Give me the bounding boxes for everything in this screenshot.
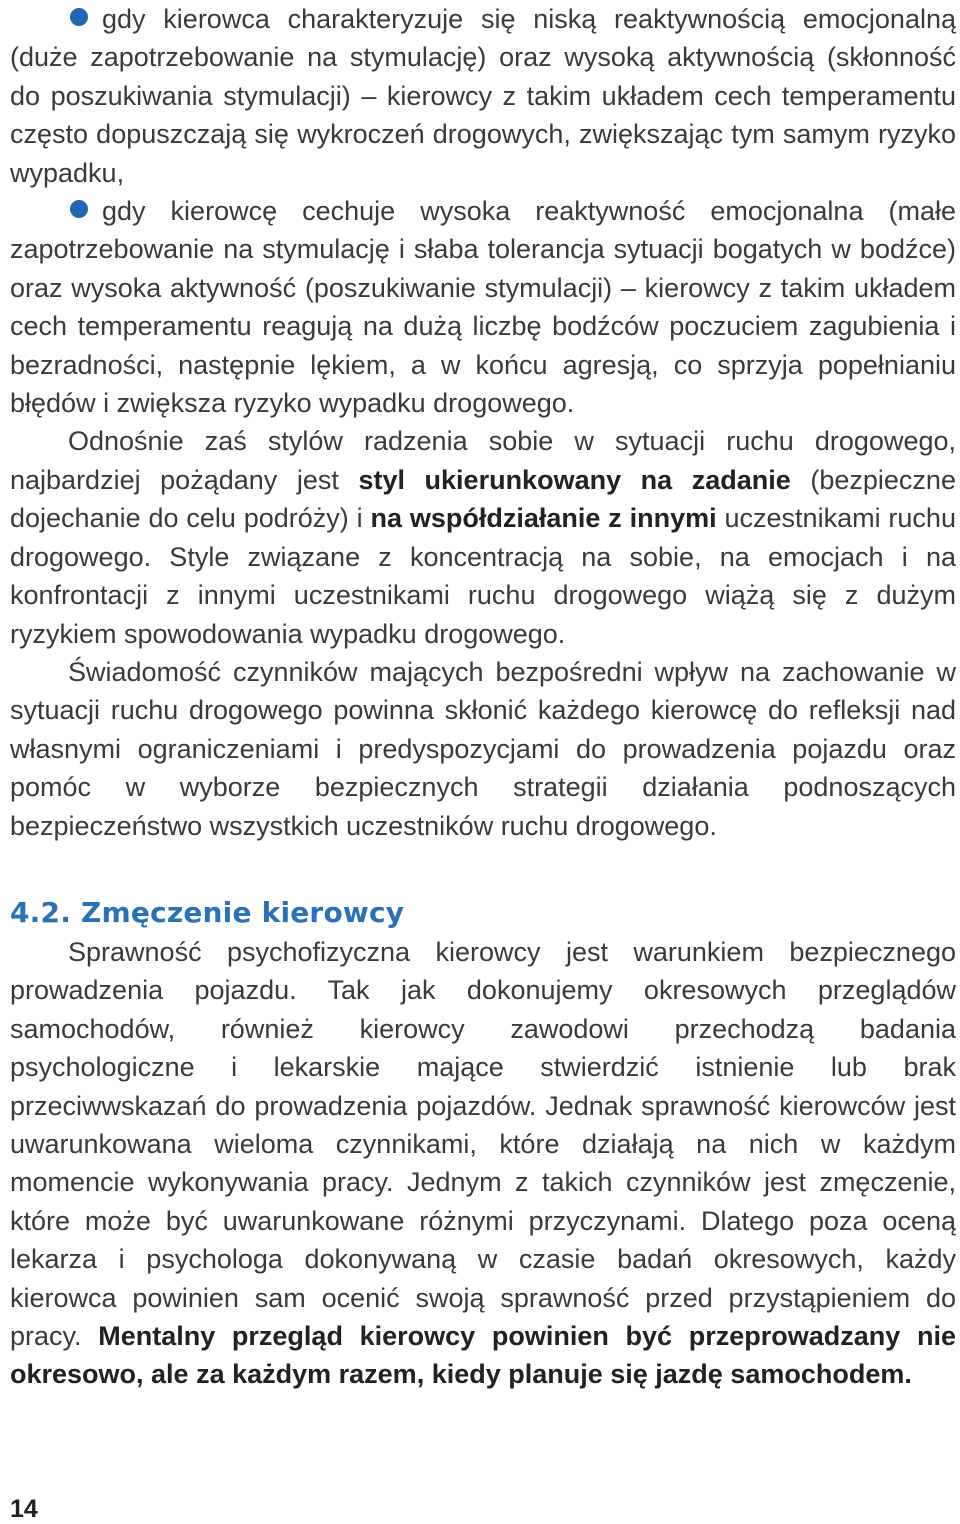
document-page bbox=[10, 0, 956, 1394]
page-number: 14 bbox=[10, 1495, 38, 1523]
bullet-dot-icon bbox=[70, 8, 88, 26]
paragraph-coping-styles bbox=[10, 422, 956, 652]
section-heading bbox=[10, 893, 956, 933]
bullet-dot-icon bbox=[70, 200, 88, 218]
bullet-item-1-text: gdy kierowca charakteryzuje się niską reaktywnością emocjonalną (duże zapotrzebowanie na stymulację) oraz wysoką aktywnością (skłonność do poszukiwania stymulacji) – kierowcy z takim układem cech temperamentu często dopuszczają się wykroczeń drogowych, zwiększając tym samym ryzyko wypadku, bbox=[10, 4, 956, 188]
bullet-item-1 bbox=[10, 0, 956, 192]
paragraph-coping-intro: Odnośnie zaś stylów radzenia sobie w sytuacji ruchu drogowego, najbardziej pożądany jest bbox=[10, 426, 956, 495]
bullet-item-2-text: gdy kierowcę cechuje wysoka reaktywność emocjonalna (małe zapotrzebowanie na stymulację i słaba tolerancja sytuacji bogatych w bodźce) oraz wysoka aktywność (poszukiwanie stymulacji) – kierowcy z takim układem cech temperamentu reagują na dużą liczbę bodźców poczuciem zagubienia i bezradności, następnie lękiem, a w końcu agresją, co sprzyja popełnianiu błędów i zwiększa ryzyko wypadku drogowego. bbox=[10, 196, 956, 419]
emphasis-task-style: styl ukierunkowany na zadanie bbox=[358, 464, 791, 495]
section-number: 4.2. bbox=[10, 895, 72, 929]
section-title: Zmęczenie kierowcy bbox=[81, 895, 405, 929]
paragraph-fatigue-text: Sprawność psychofizyczna kierowcy jest warunkiem bezpiecznego prowadzenia pojazdu. Tak jak dokonujemy okresowych przeglądów samochodów, również kierowcy zawodowi przechodzą badania psychologiczne i lekarskie mające stwierdzić istnienie lub brak przeciwwskazań do prowadzenia pojazdów. Jednak sprawność kierowców jest uwarunkowana wieloma czynnikami, które działają na nich w każdym momencie wykonywania pracy. Jednym z takich czynników jest zmęczenie, które może być uwarunkowane różnymi przyczynami. Dlatego poza oceną lekarza i psychologa dokonywaną w czasie badań okresowych, każdy kierowca powinien sam ocenić swoją sprawność przed przystąpieniem do pracy. bbox=[10, 936, 956, 1351]
bullet-item-2 bbox=[10, 192, 956, 422]
emphasis-mental-check: Mentalny przegląd kierowcy powinien być przeprowadzany nie okresowo, ale za każdym razem, kiedy planuje się jazdę samochodem. bbox=[10, 1321, 956, 1390]
paragraph-awareness: Świadomość czynników mających bezpośredni wpływ na zachowanie w sytuacji ruchu drogowego powinna skłonić każdego kierowcę do refleksji nad własnymi ograniczeniami i predyspozycjami do prowadzenia pojazdu oraz pomóc w wyborze bezpiecznych strategii działania podnoszących bezpieczeństwo wszystkich uczestników ruchu drogowego. bbox=[10, 656, 956, 841]
paragraph-coping-mid: (bezpieczne dojechanie do celu podróży) i bbox=[10, 464, 956, 534]
paragraph-coping-end: uczestnikami ruchu drogowego. Style związane z koncentracją na sobie, na emocjach i na konfrontacji z innymi uczestnikami ruchu drogowego wiążą się z dużym ryzykiem spowodowania wypadku drogowego. bbox=[10, 503, 956, 649]
paragraph-fatigue bbox=[10, 933, 956, 1394]
emphasis-cooperation: na współdziałanie z innymi bbox=[370, 503, 717, 534]
